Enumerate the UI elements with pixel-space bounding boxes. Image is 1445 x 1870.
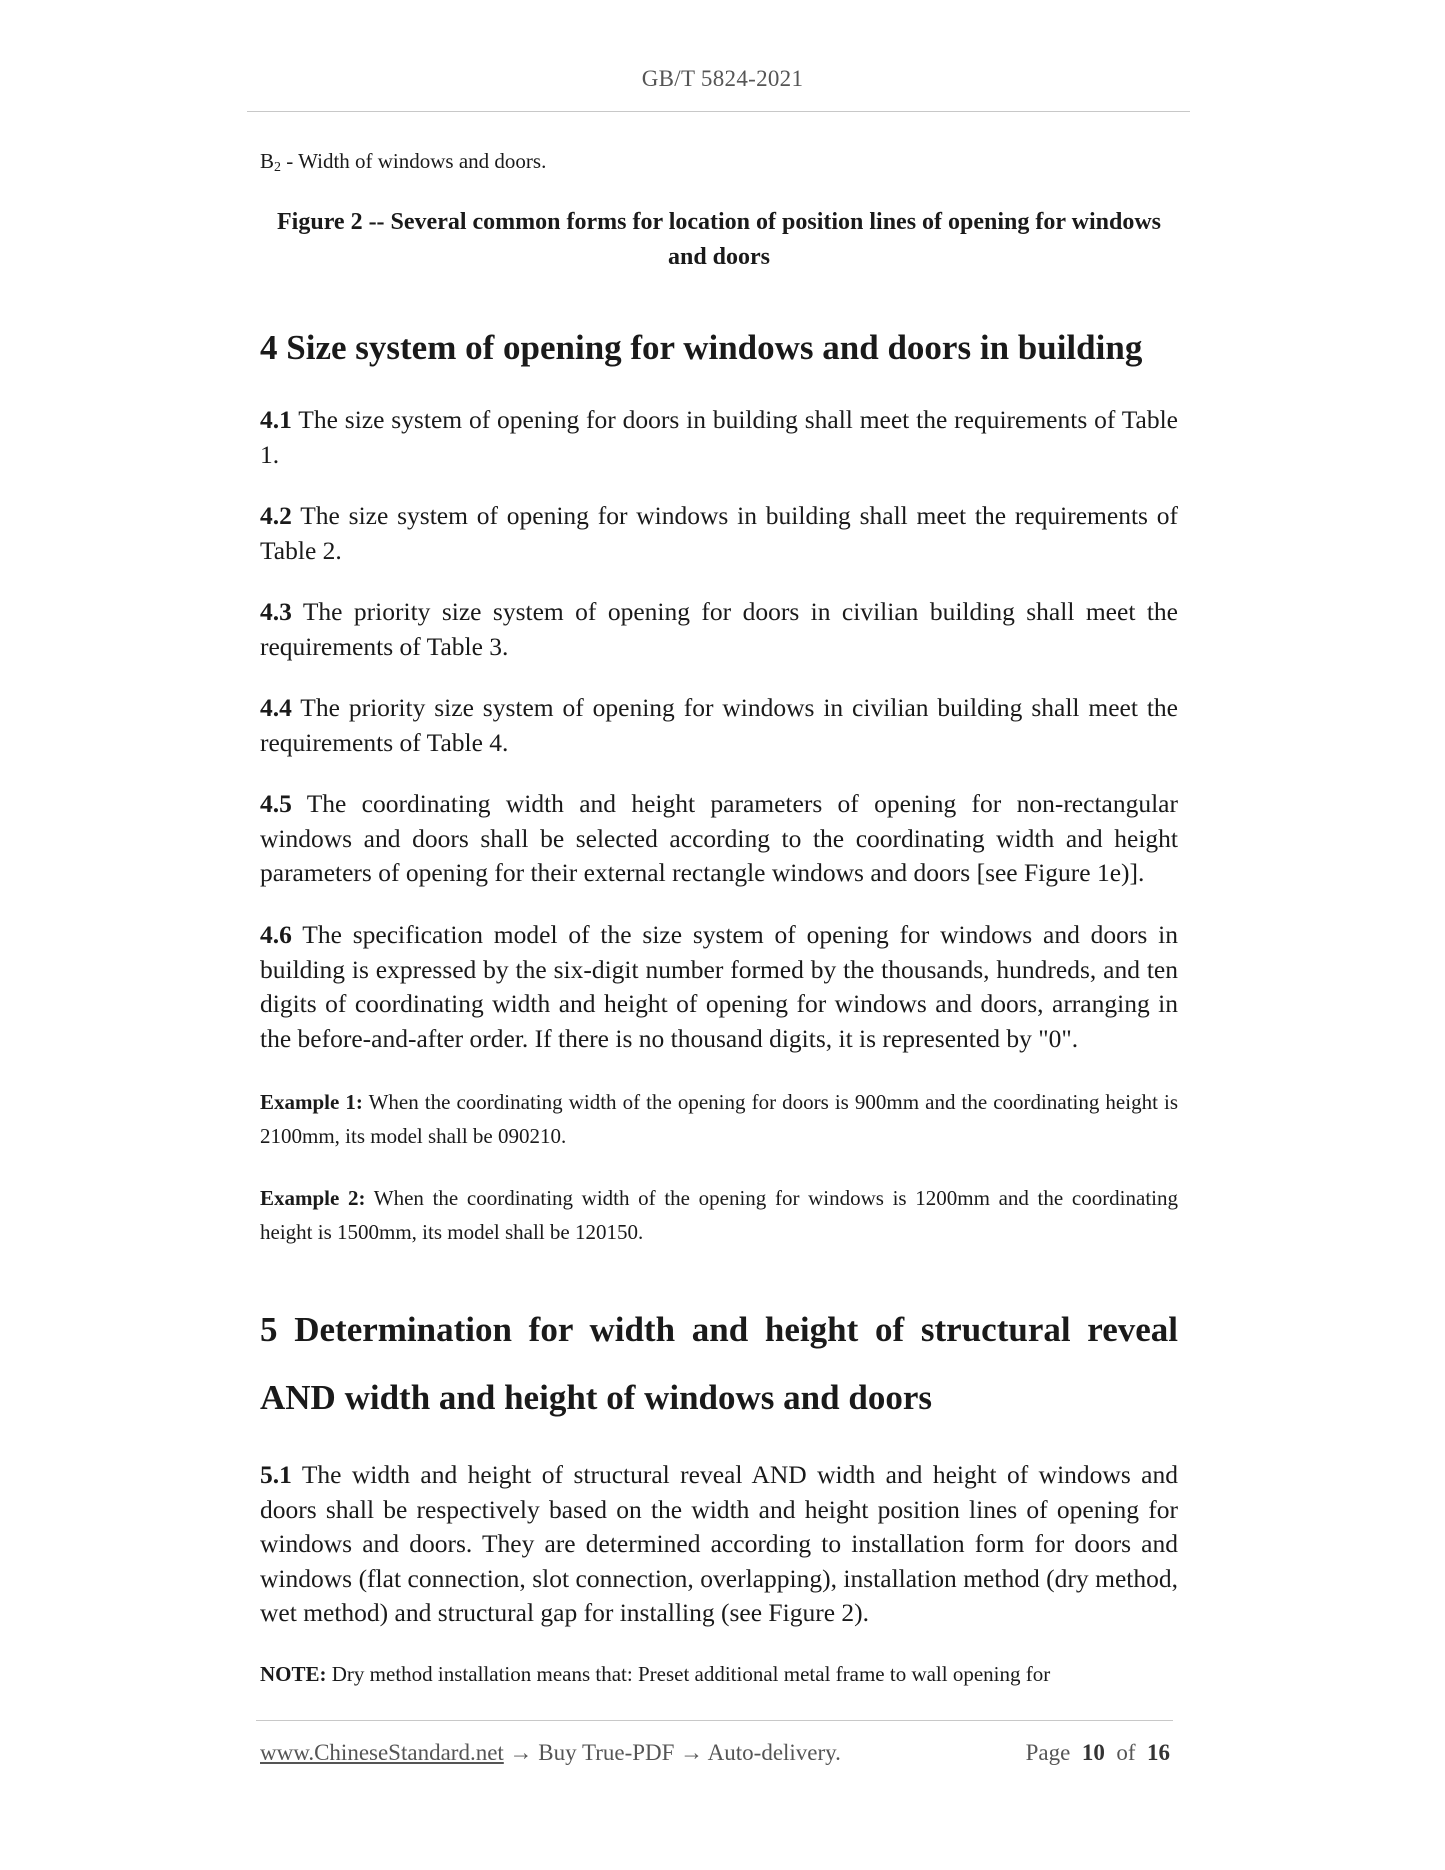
current-page-number: 10 bbox=[1081, 1740, 1105, 1765]
clause-number: 5.1 bbox=[260, 1460, 292, 1489]
of-label: of bbox=[1116, 1740, 1136, 1765]
clause-number: 4.2 bbox=[260, 501, 292, 530]
clause-number: 4.3 bbox=[260, 597, 292, 626]
b2-definition bbox=[260, 147, 546, 182]
example-1 bbox=[260, 1085, 1178, 1153]
clause-number: 4.4 bbox=[260, 693, 292, 722]
header-divider bbox=[247, 111, 1190, 112]
example-text: When the coordinating width of the opening for doors is 900mm and the coordinating height is 2100mm, its model shall be 090210. bbox=[260, 1090, 1178, 1148]
clause-4-4 bbox=[260, 691, 1178, 760]
clause-number: 4.1 bbox=[260, 405, 292, 434]
page-label: Page bbox=[1025, 1740, 1071, 1765]
clause-4-2 bbox=[260, 499, 1178, 568]
clause-text: The priority size system of opening for doors in civilian building shall meet the requirements of Table 3. bbox=[260, 597, 1178, 661]
clause-4-5 bbox=[260, 787, 1178, 891]
clause-text: The size system of opening for windows in building shall meet the requirements of Table 2. bbox=[260, 501, 1178, 565]
clause-4-1 bbox=[260, 403, 1178, 472]
footer-tagline: → Buy True-PDF → Auto-delivery. bbox=[503, 1740, 841, 1765]
total-pages-number: 16 bbox=[1147, 1740, 1170, 1765]
clause-text: The size system of opening for doors in building shall meet the requirements of Table 1. bbox=[260, 405, 1178, 469]
note-label: NOTE: bbox=[260, 1662, 327, 1686]
clause-5-1 bbox=[260, 1458, 1178, 1631]
page-indicator bbox=[1026, 1738, 1170, 1768]
example-label: Example 1: bbox=[260, 1090, 363, 1114]
figure-2-caption: Figure 2 -- Several common forms for location of position lines of opening for windows and doors bbox=[277, 209, 1161, 270]
page-footer bbox=[260, 1738, 1170, 1768]
section-4-heading: 4 Size system of opening for windows and doors in building bbox=[260, 328, 1143, 367]
clause-text: The priority size system of opening for windows in civilian building shall meet the requirements of Table 4. bbox=[260, 693, 1178, 757]
document-id-header: GB/T 5824-2021 bbox=[641, 66, 804, 91]
clause-text: The specification model of the size system of opening for windows and doors in building is expressed by the six-digit number formed by the thousands, hundreds, and ten digits of coordinating width and height of opening for windows and doors, arranging in the before-and-after order. If there is no thousand digits, it is represented by "0". bbox=[260, 920, 1178, 1053]
b2-symbol: B bbox=[260, 149, 275, 173]
b2-subscript: 2 bbox=[274, 160, 282, 175]
b2-text: - Width of windows and doors. bbox=[281, 149, 547, 173]
example-text: When the coordinating width of the opening for windows is 1200mm and the coordinating height is 1500mm, its model shall be 120150. bbox=[260, 1186, 1179, 1244]
clause-text: The coordinating width and height parameters of opening for non-rectangular windows and doors shall be selected according to the coordinating width and height parameters of opening for their external rectangle windows and doors [see Figure 1e)]. bbox=[260, 789, 1178, 888]
clause-number: 4.5 bbox=[260, 789, 292, 818]
footer-divider bbox=[256, 1720, 1173, 1721]
section-5-heading: 5 Determination for width and height of structural reveal AND width and height of windows and doors bbox=[260, 1310, 1178, 1417]
clause-4-6 bbox=[260, 918, 1178, 1056]
note-text: Dry method installation means that: Preset additional metal frame to wall opening for bbox=[326, 1662, 1051, 1686]
example-label: Example 2: bbox=[260, 1186, 366, 1210]
site-link[interactable]: www.ChineseStandard.net bbox=[260, 1740, 504, 1765]
note-paragraph bbox=[260, 1658, 1178, 1690]
clause-text: The width and height of structural reveal AND width and height of windows and doors shall be respectively based on the width and height position lines of opening for windows and doors. They are determined according to installation form for doors and windows (flat connection, slot connection, overlapping), installation method (dry method, wet method) and structural gap for installing (see Figure 2). bbox=[260, 1460, 1178, 1628]
clause-number: 4.6 bbox=[260, 920, 292, 949]
clause-4-3 bbox=[260, 595, 1178, 664]
example-2 bbox=[260, 1181, 1178, 1249]
